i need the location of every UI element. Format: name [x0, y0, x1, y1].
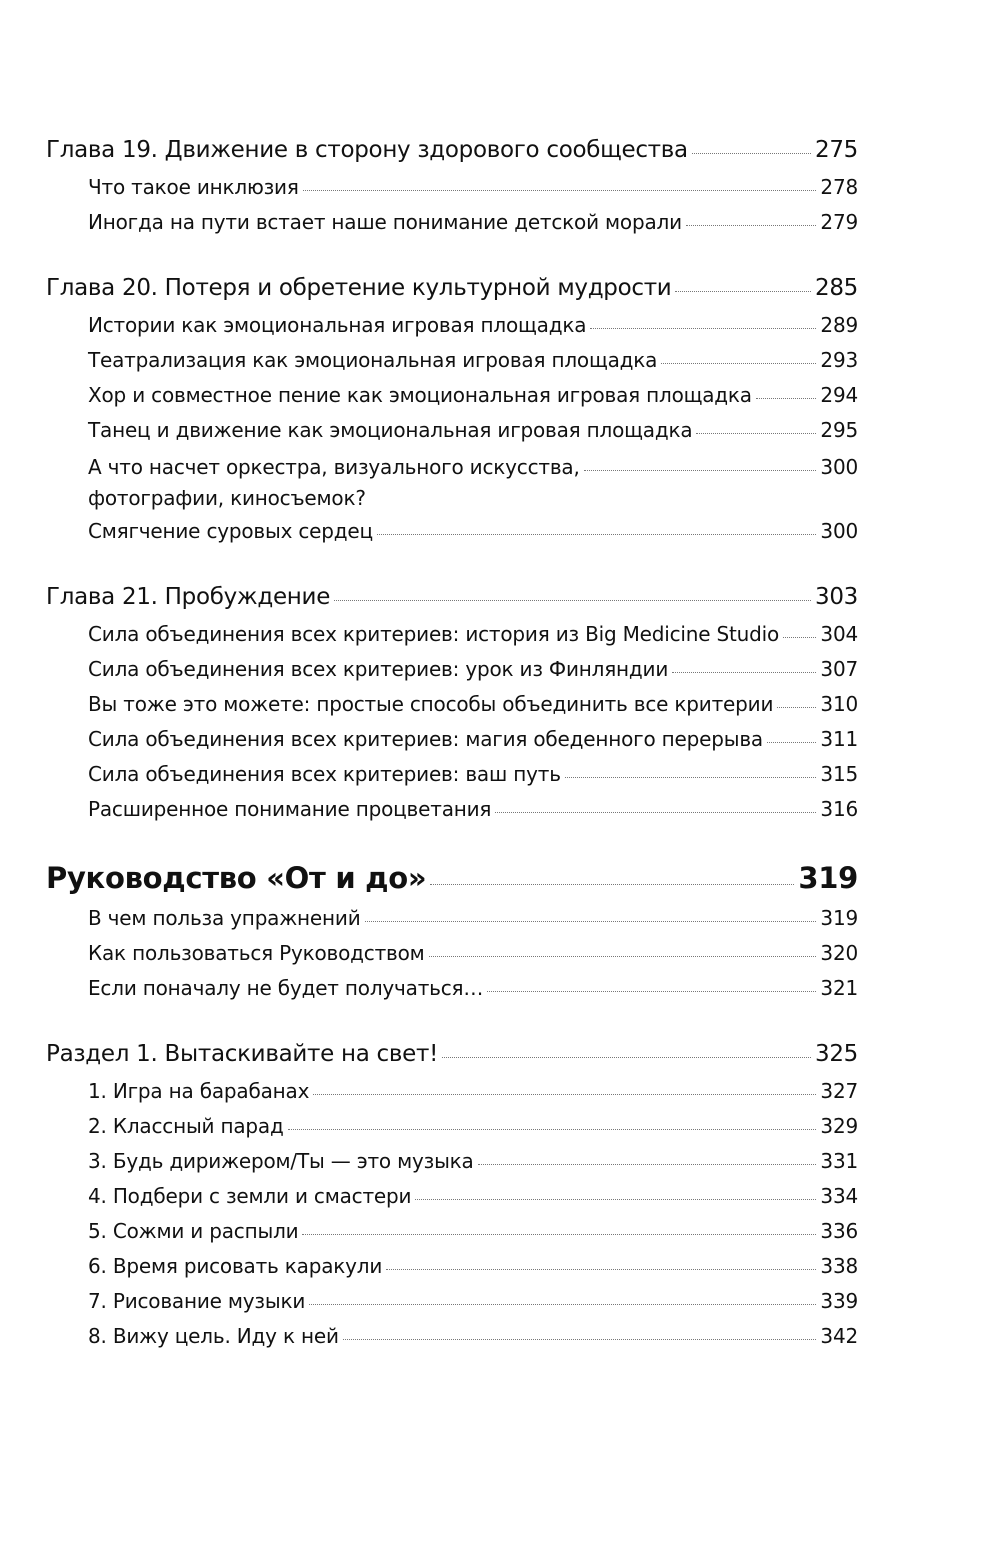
toc-entry [46, 378, 858, 413]
dot-leader [303, 190, 817, 191]
toc-entry-page: 327 [820, 1079, 858, 1103]
dot-leader [442, 1057, 811, 1058]
toc-entry-title: Сила объединения всех критериев: ваш путь [88, 762, 561, 786]
toc-entry-multiline [46, 448, 858, 514]
toc-entry-page: 294 [820, 383, 858, 407]
dot-leader [313, 1094, 816, 1095]
toc-heading [46, 577, 858, 617]
dot-leader [777, 707, 816, 708]
toc-entry [46, 308, 858, 343]
toc-entry-title: 7. Рисование музыки [88, 1289, 306, 1313]
toc-entry-title: 5. Сожми и распыли [88, 1219, 299, 1243]
dot-leader [429, 956, 817, 957]
toc-entry [46, 1144, 858, 1179]
dot-leader [495, 812, 816, 813]
toc-entry-page: 329 [820, 1114, 858, 1138]
toc-heading [46, 130, 858, 170]
toc-heading-title: Глава 21. Пробуждение [46, 584, 331, 610]
toc-heading [46, 268, 858, 308]
toc-entry-title: Расширенное понимание процветания [88, 797, 492, 821]
toc-heading-page: 325 [815, 1041, 858, 1067]
toc-entry-title: Хор и совместное пение как эмоциональная игровая площадка [88, 383, 752, 407]
toc-heading-page: 275 [815, 137, 858, 163]
dot-leader [565, 777, 817, 778]
toc-entry [46, 792, 858, 827]
toc-entry-page: 279 [820, 210, 858, 234]
toc-heading-title: Раздел 1. Вытаскивайте на свет! [46, 1041, 438, 1067]
toc-section-chapter-19 [46, 130, 858, 240]
toc-entry [46, 652, 858, 687]
toc-entry-title: Вы тоже это можете: простые способы объединить все критерии [88, 692, 774, 716]
dot-leader [692, 153, 811, 154]
toc-entry [46, 1179, 858, 1214]
toc-entry-title-line2: фотографии, киносъемок? [88, 486, 366, 510]
toc-entry-page: 307 [820, 657, 858, 681]
dot-leader [675, 291, 811, 292]
toc-entry [46, 1074, 858, 1109]
dot-leader [686, 225, 817, 226]
toc-entry [46, 1319, 858, 1354]
dot-leader [377, 534, 816, 535]
toc-entry-page: 300 [820, 455, 858, 479]
toc-entry-page: 320 [820, 941, 858, 965]
toc-entry-page: 293 [820, 348, 858, 372]
toc-entry-page: 334 [820, 1184, 858, 1208]
toc-section-chapter-20 [46, 268, 858, 549]
toc-entry-page: 315 [820, 762, 858, 786]
toc-entry [46, 936, 858, 971]
table-of-contents [46, 130, 858, 1382]
dot-leader [696, 433, 816, 434]
toc-heading [46, 1034, 858, 1074]
toc-entry-page: 336 [820, 1219, 858, 1243]
toc-entry-page: 304 [820, 622, 858, 646]
dot-leader [386, 1269, 816, 1270]
toc-entry [46, 514, 858, 549]
toc-entry [46, 343, 858, 378]
toc-entry [46, 687, 858, 722]
dot-leader [334, 600, 811, 601]
dot-leader [756, 398, 817, 399]
toc-entry [46, 617, 858, 652]
dot-leader [661, 363, 816, 364]
toc-entry-title: 3. Будь дирижером/Ты — это музыка [88, 1149, 474, 1173]
toc-entry-title: Что такое инклюзия [88, 175, 299, 199]
toc-entry-title: 2. Классный парад [88, 1114, 284, 1138]
toc-entry-page: 316 [820, 797, 858, 821]
dot-leader [590, 328, 816, 329]
dot-leader [767, 742, 816, 743]
toc-heading-title: Глава 20. Потеря и обретение культурной мудрости [46, 275, 672, 301]
toc-entry-title: Как пользоваться Руководством [88, 941, 425, 965]
dot-leader [487, 991, 816, 992]
toc-heading-page: 303 [815, 584, 858, 610]
dot-leader [672, 672, 816, 673]
toc-entry-title-line1: А что насчет оркестра, визуального искусства, [88, 455, 580, 479]
toc-entry-title: В чем польза упражнений [88, 906, 361, 930]
toc-entry [46, 901, 858, 936]
toc-entry-title: Сила объединения всех критериев: урок из Финляндии [88, 657, 669, 681]
dot-leader [415, 1199, 816, 1200]
toc-section-part-1 [46, 1034, 858, 1354]
toc-heading-title: Руководство «От и до» [46, 861, 427, 895]
toc-entry [46, 757, 858, 792]
toc-entry-page: 331 [820, 1149, 858, 1173]
toc-entry-page: 278 [820, 175, 858, 199]
toc-entry-title: Сила объединения всех критериев: история из Big Medicine Studio [88, 622, 780, 646]
toc-entry [46, 971, 858, 1006]
toc-heading-page: 285 [815, 275, 858, 301]
toc-entry-title: Иногда на пути встает наше понимание детской морали [88, 210, 682, 234]
toc-entry-page: 321 [820, 976, 858, 1000]
toc-entry-title: Сила объединения всех критериев: магия обеденного перерыва [88, 727, 763, 751]
toc-heading-major [46, 855, 858, 901]
toc-section-guide [46, 855, 858, 1006]
toc-entry [46, 1284, 858, 1319]
toc-entry-page: 342 [820, 1324, 858, 1348]
toc-heading-title: Глава 19. Движение в сторону здорового сообщества [46, 137, 688, 163]
toc-entry-title: 6. Время рисовать каракули [88, 1254, 383, 1278]
toc-entry [46, 1214, 858, 1249]
toc-entry-page: 300 [820, 519, 858, 543]
dot-leader [309, 1304, 816, 1305]
toc-entry-title: 4. Подбери с земли и смастери [88, 1184, 412, 1208]
toc-entry [46, 722, 858, 757]
toc-entry-page: 338 [820, 1254, 858, 1278]
toc-entry [46, 170, 858, 205]
toc-entry-page: 319 [820, 906, 858, 930]
toc-heading-page: 319 [798, 861, 858, 895]
toc-entry-title: Истории как эмоциональная игровая площадка [88, 313, 587, 337]
dot-leader [288, 1129, 817, 1130]
toc-entry-title [88, 452, 580, 514]
dot-leader [430, 884, 794, 885]
dot-leader [343, 1339, 817, 1340]
toc-entry-page: 339 [820, 1289, 858, 1313]
toc-entry-title: 8. Вижу цель. Иду к ней [88, 1324, 339, 1348]
dot-leader [478, 1164, 817, 1165]
toc-entry [46, 1109, 858, 1144]
toc-entry-title: Танец и движение как эмоциональная игровая площадка [88, 418, 693, 442]
toc-entry-page: 295 [820, 418, 858, 442]
toc-section-chapter-21 [46, 577, 858, 827]
toc-entry [46, 413, 858, 448]
toc-entry-page: 289 [820, 313, 858, 337]
toc-entry [46, 1249, 858, 1284]
toc-entry-title: Театрализация как эмоциональная игровая площадка [88, 348, 658, 372]
toc-entry-page: 310 [820, 692, 858, 716]
toc-entry-page: 311 [820, 727, 858, 751]
dot-leader [302, 1234, 816, 1235]
dot-leader [584, 470, 817, 471]
toc-entry-title: 1. Игра на барабанах [88, 1079, 310, 1103]
dot-leader [365, 921, 817, 922]
toc-entry-title: Если поначалу не будет получаться… [88, 976, 484, 1000]
dot-leader [783, 637, 816, 638]
toc-entry-title: Смягчение суровых сердец [88, 519, 373, 543]
toc-entry [46, 205, 858, 240]
